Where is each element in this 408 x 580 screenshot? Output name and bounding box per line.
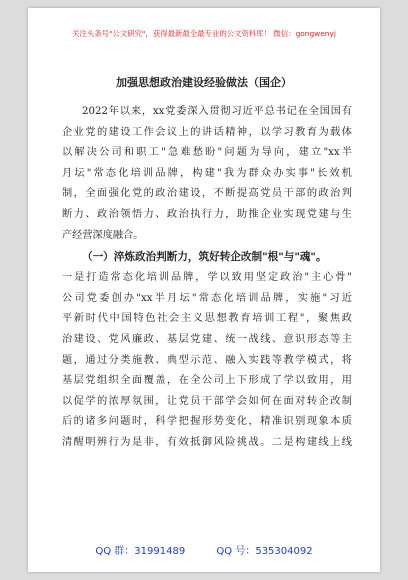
intro-line: 产经营深度融合。 bbox=[62, 229, 144, 241]
header-promo-note: 关注头条号"公文研究"，获得最新最全最专业的公文资料库！ 微信：gongwenyj bbox=[72, 29, 336, 38]
document-title: 加强思想政治建设经验做法（国企） bbox=[116, 76, 292, 89]
document-body bbox=[62, 102, 352, 454]
section-line: 后的诸多问题时，科学把握形势变化，精准识别现象本质 bbox=[62, 416, 352, 428]
intro-line: 企业党的建设工作会议上的讲话精神，以学习教育为载体 bbox=[62, 126, 352, 138]
section-line: 基层党组织全面覆盖，在全公司上下形成了学以致用，用 bbox=[62, 375, 352, 387]
intro-line: 以解决公司和职工"急难愁盼"问题为导向，建立"xx半 bbox=[62, 147, 352, 159]
qq-group-text: QQ 群：31991489 bbox=[95, 546, 186, 557]
qq-number-text: QQ 号：535304092 bbox=[216, 546, 313, 557]
intro-line: 断力、政治领悟力、政治执行力，助推企业实现党建与生 bbox=[62, 208, 352, 220]
section-line: 治建设、党风廉政、基层党建、统一战线、意识形态等主 bbox=[62, 333, 352, 345]
section-line: 以促学的浓厚氛围，让党员干部学会如何在面对转企改制 bbox=[62, 395, 352, 407]
section-line: 平新时代中国特色社会主义思想教育培训工程"，聚焦政 bbox=[62, 313, 352, 325]
section-line: 题，通过分类施教、典型示范、融入实践等教学模式，将 bbox=[62, 354, 352, 366]
section-line: 一是打造常态化培训品牌，学以致用坚定政治"主心骨" bbox=[62, 272, 352, 284]
section-line: 清醒明辨行为是非，有效抵御风险挑战。二是构建线上线 bbox=[62, 436, 352, 448]
intro-line: 月坛"常态化培训品牌，构建"我为群众办实事"长效机 bbox=[62, 167, 352, 179]
intro-line: 制，全面强化党的政治建设，不断提高党员干部的政治判 bbox=[62, 188, 352, 200]
footer-contact bbox=[28, 542, 380, 557]
document-page bbox=[28, 8, 380, 572]
section-line: 公司党委创办"xx半月坛"常态化培训品牌，实施"习近 bbox=[62, 292, 352, 304]
intro-line: 2022年以来，xx党委深入贯彻习近平总书记在全国国有 bbox=[82, 106, 352, 117]
section-heading: （一）淬炼政治判断力，筑好转企改制"根"与"魂"。 bbox=[82, 251, 327, 264]
